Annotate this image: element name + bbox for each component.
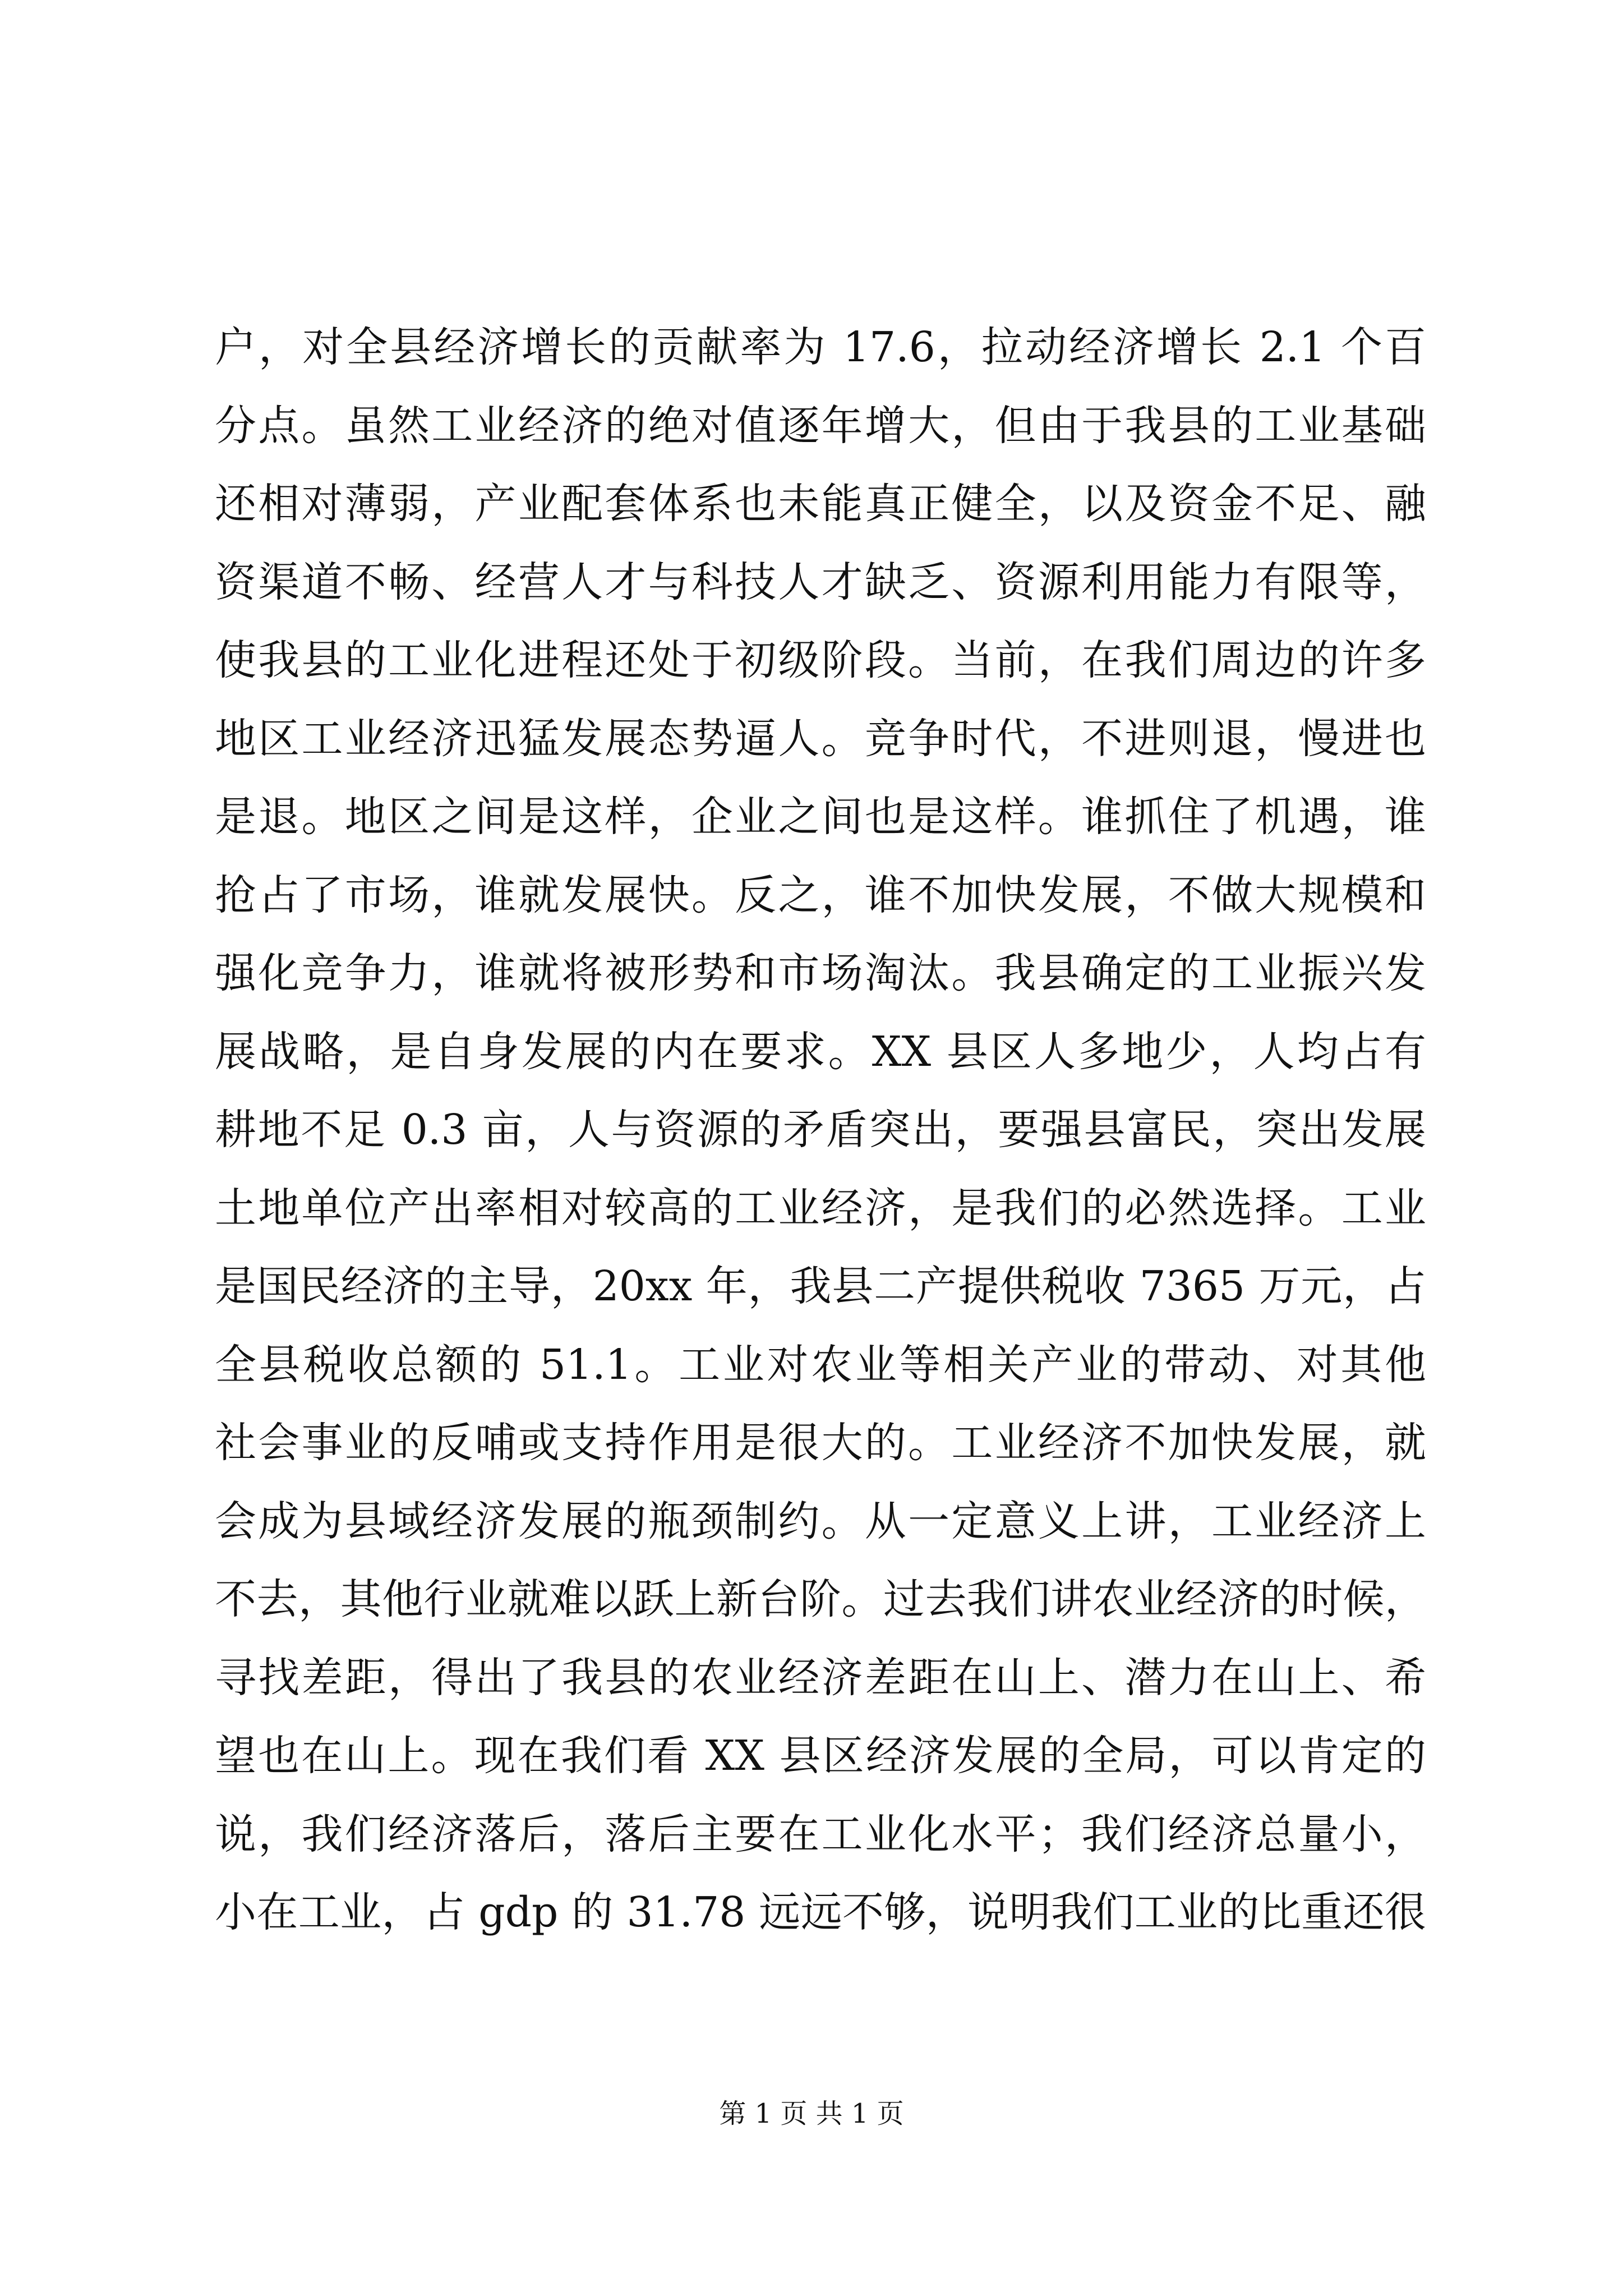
- text-line-20: 说，我们经济落后，落后主要在工业化水平；我们经济总量小，: [215, 1810, 1426, 1858]
- page-footer: 第 1 页 共 1 页: [719, 2098, 904, 2129]
- text-line-12: 土地单位产出率相对较高的工业经济，是我们的必然选择。工业: [215, 1184, 1426, 1232]
- text-line-10: 展战略，是自身发展的内在要求。XX 县区人多地少，人均占有: [215, 1027, 1426, 1076]
- text-line-17: 不去，其他行业就难以跃上新台阶。过去我们讲农业经济的时候，: [215, 1575, 1426, 1623]
- text-line-1: 户，对全县经济增长的贡献率为 17.6，拉动经济增长 2.1 个百: [215, 323, 1426, 371]
- text-line-5: 使我县的工业化进程还处于初级阶段。当前，在我们周边的许多: [215, 636, 1426, 684]
- text-line-9: 强化竞争力，谁就将被形势和市场淘汰。我县确定的工业振兴发: [215, 949, 1426, 997]
- text-line-15: 社会事业的反哺或支持作用是很大的。工业经济不加快发展，就: [215, 1419, 1426, 1467]
- text-line-14: 全县税收总额的 51.1。工业对农业等相关产业的带动、对其他: [215, 1340, 1426, 1389]
- text-line-6: 地区工业经济迅猛发展态势逼人。竞争时代，不进则退，慢进也: [215, 714, 1426, 763]
- text-line-19: 望也在山上。现在我们看 XX 县区经济发展的全局，可以肯定的: [215, 1732, 1426, 1780]
- text-line-2: 分点。虽然工业经济的绝对值逐年增大，但由于我县的工业基础: [215, 401, 1426, 450]
- text-line-21: 小在工业，占 gdp 的 31.78 远远不够，说明我们工业的比重还很: [215, 1888, 1426, 1936]
- text-line-4: 资渠道不畅、经营人才与科技人才缺乏、资源利用能力有限等，: [215, 558, 1426, 606]
- text-line-11: 耕地不足 0.3 亩，人与资源的矛盾突出，要强县富民，突出发展: [215, 1106, 1426, 1154]
- text-line-3: 还相对薄弱，产业配套体系也未能真正健全，以及资金不足、融: [215, 480, 1426, 528]
- text-line-18: 寻找差距，得出了我县的农业经济差距在山上、潜力在山上、希: [215, 1653, 1426, 1702]
- body-text: [215, 309, 1426, 1952]
- text-line-7: 是退。地区之间是这样，企业之间也是这样。谁抓住了机遇，谁: [215, 793, 1426, 841]
- text-line-16: 会成为县域经济发展的瓶颈制约。从一定意义上讲，工业经济上: [215, 1497, 1426, 1545]
- text-line-13: 是国民经济的主导，20xx 年，我县二产提供税收 7365 万元，占: [215, 1262, 1426, 1310]
- text-line-8: 抢占了市场，谁就发展快。反之，谁不加快发展，不做大规模和: [215, 871, 1426, 919]
